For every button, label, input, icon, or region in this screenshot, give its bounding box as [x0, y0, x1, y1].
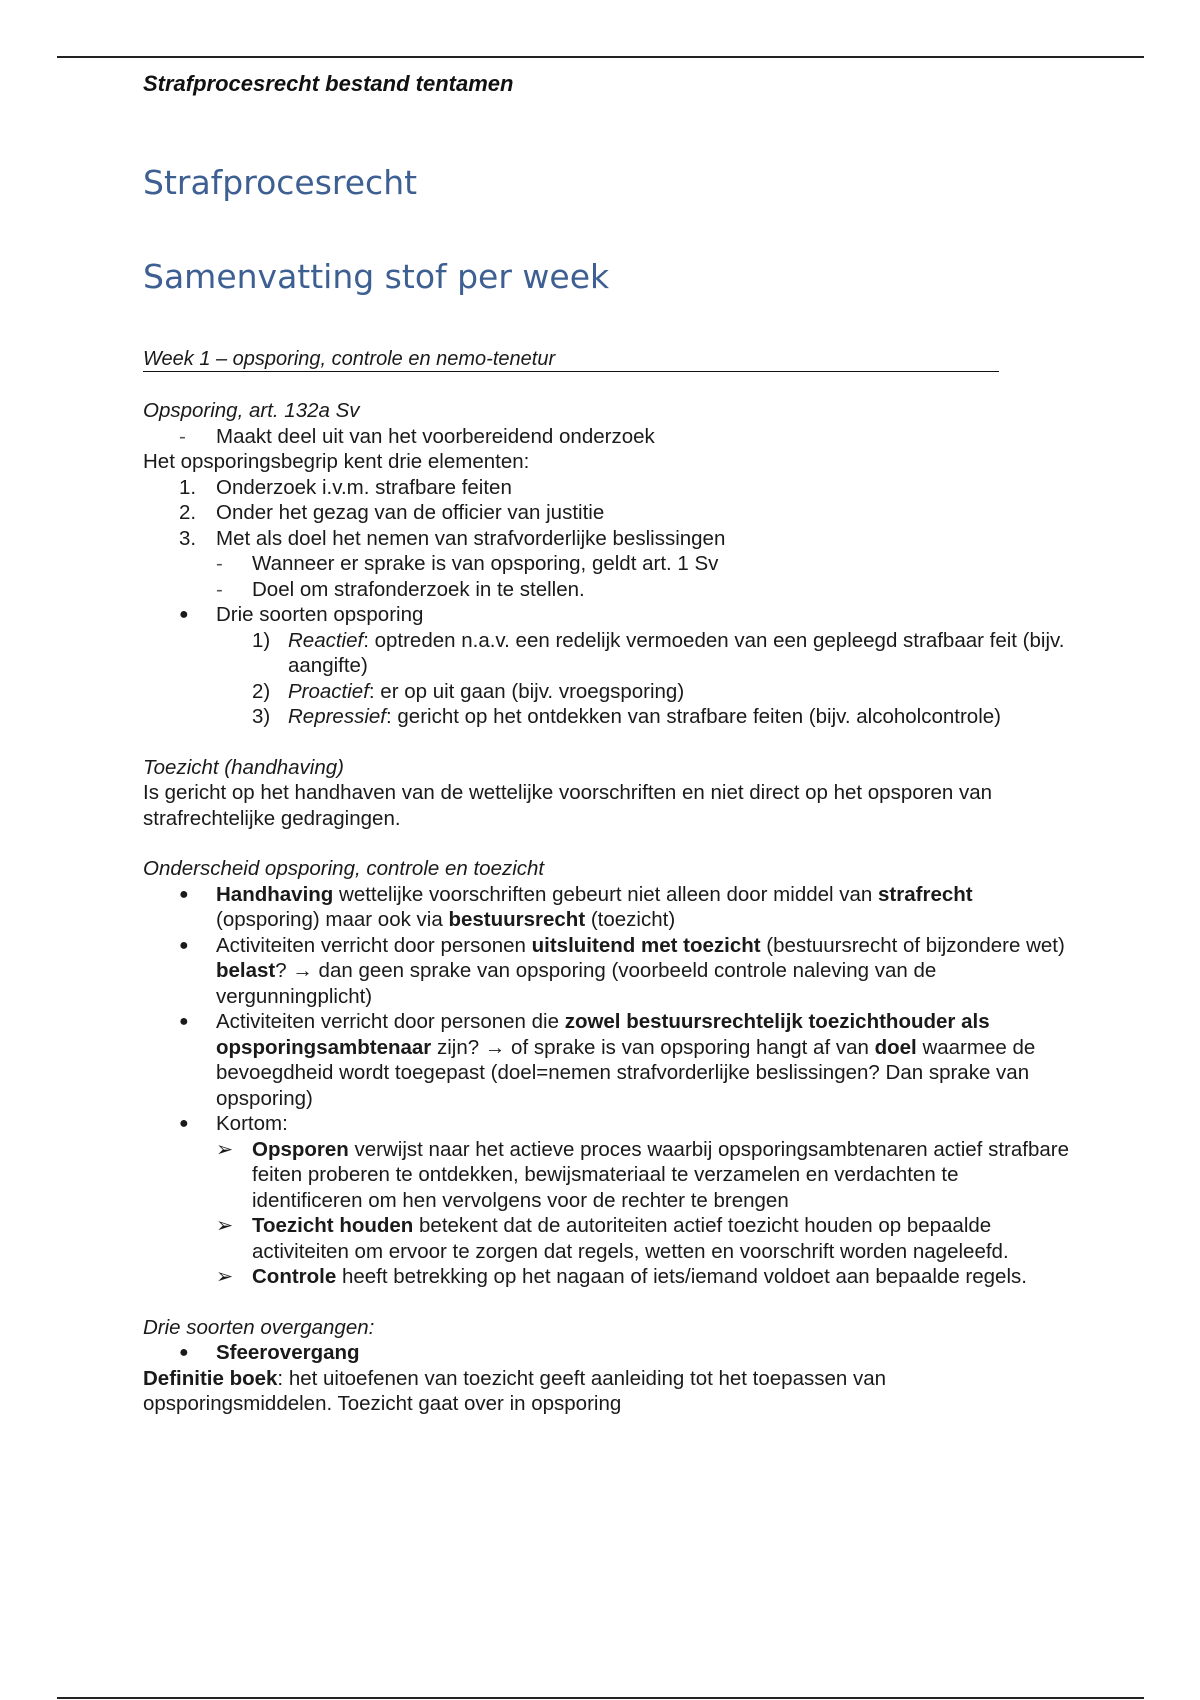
list-item: 3) Repressief: gericht op het ontdekken van strafbare feiten (bijv. alcoholcontrole) [252, 705, 1001, 728]
list-item: 3. Met als doel het nemen van strafvorderlijke beslissingen [179, 526, 726, 550]
list-item: - Maakt deel uit van het voorbereidend onderzoek [179, 424, 655, 448]
section-title-toezicht: Toezicht (handhaving) [143, 755, 344, 779]
list-item: 1. Onderzoek i.v.m. strafbare feiten [179, 475, 512, 499]
section-title-onderscheid: Onderscheid opsporing, controle en toezicht [143, 857, 545, 880]
week-title: Week 1 – opsporing, controle en nemo-tenetur [143, 347, 999, 372]
list-item: - Wanneer er sprake is van opsporing, geldt art. 1 Sv [216, 552, 719, 575]
paragraph: Definitie boek: het uitoefenen van toezicht geeft aanleiding tot het toepassen van opsporingsmiddelen. Toezicht gaat over in opsporing [143, 1366, 887, 1415]
list-item: - Doel om strafonderzoek in te stellen. [216, 577, 585, 601]
header-rule [57, 56, 1144, 58]
document-subtitle: Samenvatting stof per week [143, 257, 610, 296]
list-item: ● Kortom: [179, 1112, 288, 1135]
page-header: Strafprocesrecht bestand tentamen [143, 71, 514, 96]
section-title-overgangen: Drie soorten overgangen: [143, 1315, 375, 1339]
list-item: ● Activiteiten verricht door personen uitsluitend met toezicht (bestuursrecht of bijzondere wet) belast? → dan geen sprake van opsporing (voorbeeld controle naleving van de vergunningplicht) [179, 933, 1065, 1008]
list-item: 1) Reactief: optreden n.a.v. een redelijk vermoeden van een gepleegd strafbaar feit (bijv. aangifte) [252, 628, 1065, 677]
list-item: 2. Onder het gezag van de officier van justitie [179, 501, 605, 524]
document-body [143, 398, 1073, 1417]
list-item: ➢ Controle heeft betrekking op het nagaan of iets/iemand voldoet aan bepaalde regels. [216, 1265, 1027, 1288]
footer-rule [57, 1697, 1144, 1699]
arrow-bullet-icon: ➢ [216, 1265, 234, 1288]
paragraph: Het opsporingsbegrip kent drie elementen: [143, 450, 530, 473]
paragraph: Is gericht op het handhaven van de wettelijke voorschriften en niet direct op het opsporen van strafrechtelijke gedragingen. [143, 781, 993, 830]
list-item: ● Handhaving wettelijke voorschriften gebeurt niet alleen door middel van strafrecht (opsporing) maar ook via bestuursrecht (toezicht) [179, 882, 973, 931]
list-item: ● Sfeerovergang [179, 1341, 360, 1364]
document-title: Strafprocesrecht [143, 163, 418, 202]
list-item: 2) Proactief: er op uit gaan (bijv. vroegsporing) [252, 679, 685, 703]
list-item: ➢ Toezicht houden betekent dat de autoriteiten actief toezicht houden op bepaalde activiteiten om ervoor te zorgen dat regels, wetten en voorschrift worden nageleefd. [216, 1214, 1009, 1263]
list-item: ➢ Opsporen verwijst naar het actieve proces waarbij opsporingsambtenaren actief strafbare feiten proberen te ontdekken, bewijsmateriaal te verzamelen en verdachten te identificeren om hen vervolgens voor de rechter te brengen [216, 1137, 1069, 1212]
arrow-bullet-icon: ➢ [216, 1214, 234, 1237]
arrow-bullet-icon: ➢ [216, 1137, 234, 1161]
section-title-opsporing: Opsporing, art. 132a Sv [143, 399, 360, 422]
list-item: ● Activiteiten verricht door personen die zowel bestuursrechtelijk toezichthouder als opsporingsambtenaar zijn? → of sprake is van opsporing hangt af van doel waarmee de bevoegdheid wordt toegepast (doel=nemen strafvorderlijke beslissingen? Dan sprake van opsporing) [179, 1010, 1036, 1110]
list-item: ● Drie soorten opsporing [179, 603, 424, 626]
